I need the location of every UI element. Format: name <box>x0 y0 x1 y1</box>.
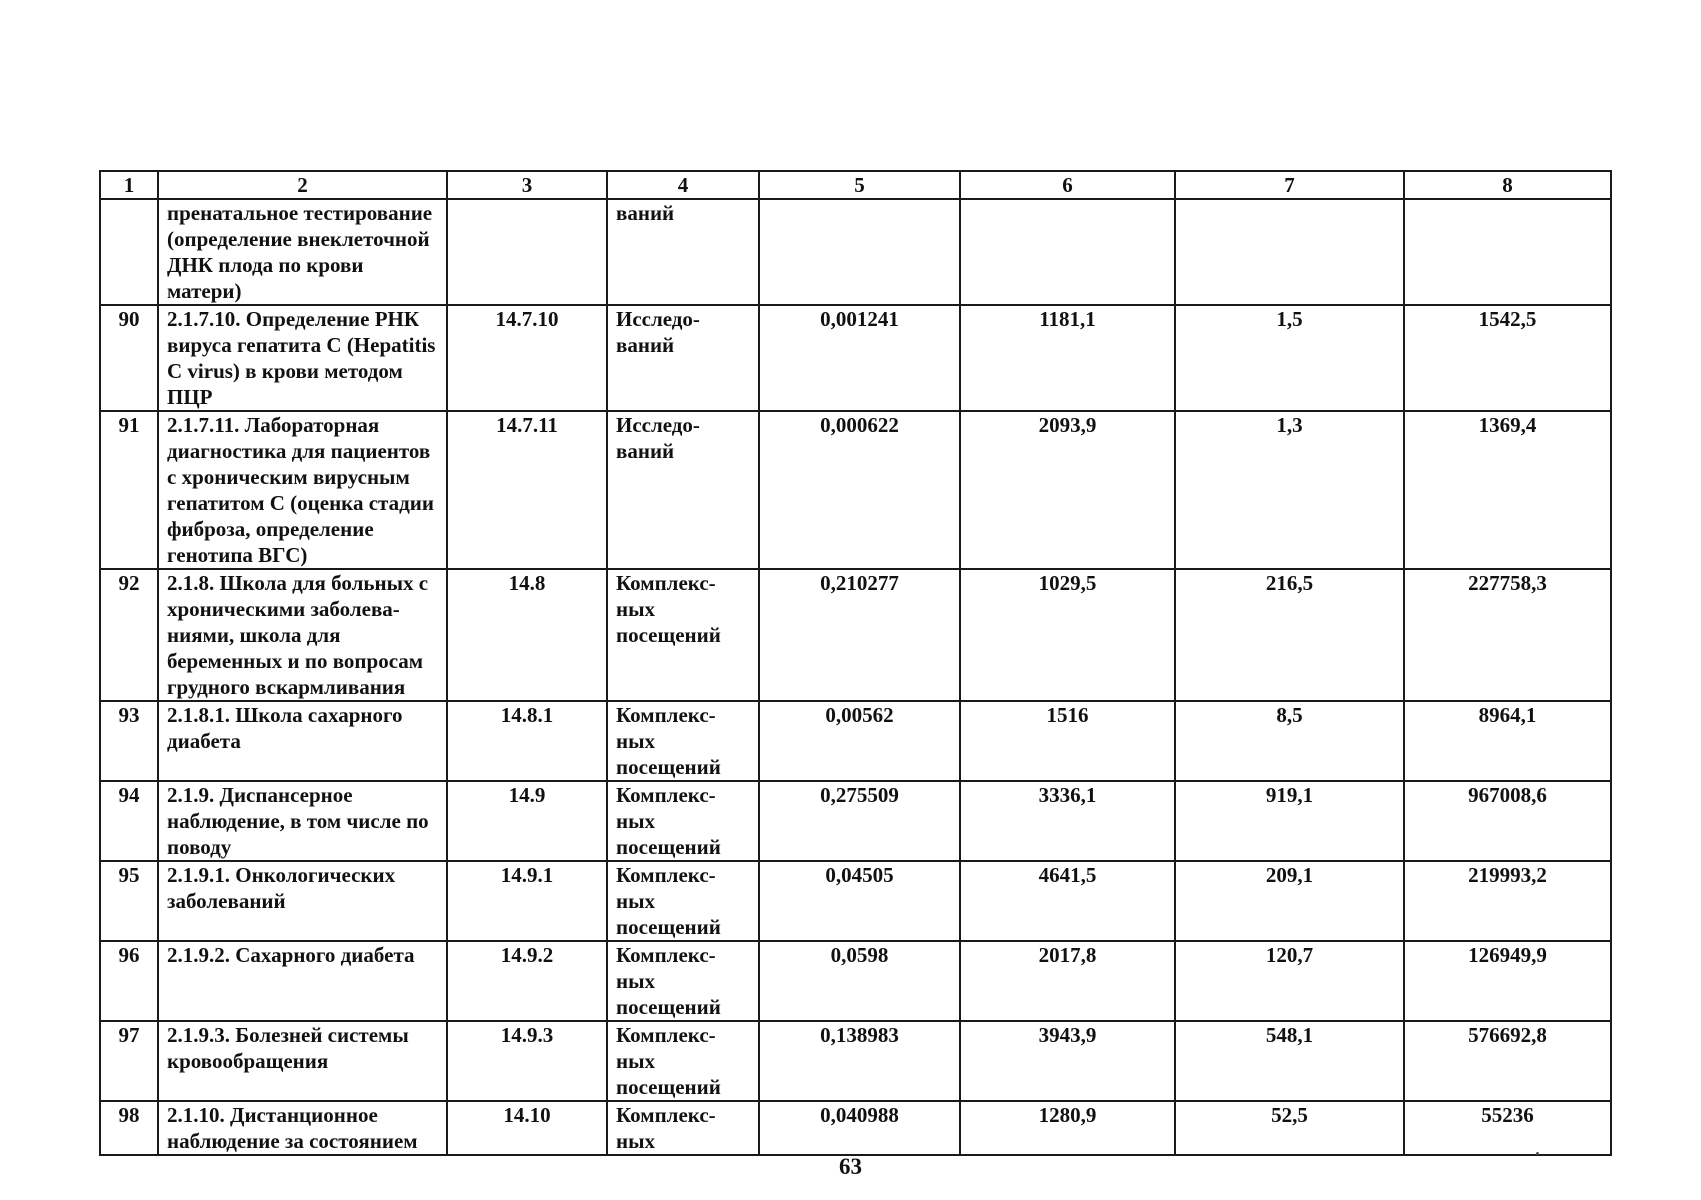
row-value-8: 219993,2 <box>1404 861 1611 941</box>
row-code: 14.8.1 <box>447 701 607 781</box>
row-code: 14.9 <box>447 781 607 861</box>
row-name: 2.1.10. Дистанционное наблюдение за состоянием <box>158 1101 447 1155</box>
row-name: 2.1.8.1. Школа сахарного диабета <box>158 701 447 781</box>
row-code: 14.9.2 <box>447 941 607 1021</box>
row-value-7: 548,1 <box>1175 1021 1404 1101</box>
row-value-7: 1,5 <box>1175 305 1404 411</box>
table-row <box>100 861 1611 941</box>
row-number: 97 <box>100 1021 158 1101</box>
row-unit: Исследо- ваний <box>607 411 759 569</box>
row-value-8: 227758,3 <box>1404 569 1611 701</box>
row-unit: Комплекс- ных посещений <box>607 781 759 861</box>
row-code: 14.8 <box>447 569 607 701</box>
row-name: 2.1.7.10. Определение РНК вируса гепатита С (Hepatitis C virus) в крови методом ПЦР <box>158 305 447 411</box>
row-value-6: 3336,1 <box>960 781 1175 861</box>
row-value-7: 52,5 <box>1175 1101 1404 1155</box>
row-value-7: 1,3 <box>1175 411 1404 569</box>
row-value-5: 0,04505 <box>759 861 960 941</box>
row-code: 14.10 <box>447 1101 607 1155</box>
row-value-7: 8,5 <box>1175 701 1404 781</box>
column-header: 6 <box>960 171 1175 199</box>
row-number: 94 <box>100 781 158 861</box>
row-name: 2.1.8. Школа для больных с хроническими заболева- ниями, школа для беременных и по вопросам грудного вскармливания <box>158 569 447 701</box>
page-number: 63 <box>839 1154 862 1179</box>
row-value-8: 1369,4 <box>1404 411 1611 569</box>
column-header: 5 <box>759 171 960 199</box>
row-code: 14.9.1 <box>447 861 607 941</box>
row-number: 98 <box>100 1101 158 1155</box>
table-row <box>100 411 1611 569</box>
row-value-5 <box>759 199 960 305</box>
column-header: 4 <box>607 171 759 199</box>
table-row <box>100 199 1611 305</box>
row-unit: Комплекс- ных посещений <box>607 941 759 1021</box>
row-number: 93 <box>100 701 158 781</box>
row-name: 2.1.9.3. Болезней системы кровообращения <box>158 1021 447 1101</box>
row-value-7 <box>1175 199 1404 305</box>
table-row <box>100 781 1611 861</box>
row-value-5: 0,210277 <box>759 569 960 701</box>
row-value-8: 8964,1 <box>1404 701 1611 781</box>
column-header: 3 <box>447 171 607 199</box>
table-row <box>100 305 1611 411</box>
row-unit: Исследо- ваний <box>607 305 759 411</box>
row-value-6: 2093,9 <box>960 411 1175 569</box>
row-unit: ваний <box>607 199 759 305</box>
row-value-7: 120,7 <box>1175 941 1404 1021</box>
row-value-6 <box>960 199 1175 305</box>
row-unit: Комплекс- ных посещений <box>607 861 759 941</box>
row-value-7: 216,5 <box>1175 569 1404 701</box>
row-number: 91 <box>100 411 158 569</box>
row-value-6: 1280,9 <box>960 1101 1175 1155</box>
row-unit: Комплекс- ных посещений <box>607 701 759 781</box>
row-unit: Комплекс- ных посещений <box>607 1021 759 1101</box>
column-header: 2 <box>158 171 447 199</box>
table-row <box>100 1101 1611 1155</box>
row-value-6: 2017,8 <box>960 941 1175 1021</box>
row-number: 90 <box>100 305 158 411</box>
table-row <box>100 701 1611 781</box>
column-header: 1 <box>100 171 158 199</box>
table-row <box>100 1021 1611 1101</box>
row-value-5: 0,040988 <box>759 1101 960 1155</box>
row-value-5: 0,0598 <box>759 941 960 1021</box>
row-name: пренатальное тестирование (определение внеклеточной ДНК плода по крови матери) <box>158 199 447 305</box>
row-value-8: 1542,5 <box>1404 305 1611 411</box>
row-value-5: 0,138983 <box>759 1021 960 1101</box>
row-value-6: 1516 <box>960 701 1175 781</box>
scan-speck <box>1536 1152 1539 1155</box>
row-value-8: 967008,6 <box>1404 781 1611 861</box>
row-value-7: 919,1 <box>1175 781 1404 861</box>
row-name: 2.1.9.2. Сахарного диабета <box>158 941 447 1021</box>
row-value-5: 0,001241 <box>759 305 960 411</box>
table-row <box>100 941 1611 1021</box>
header-row <box>100 171 1611 199</box>
row-value-8: 55236 <box>1404 1101 1611 1155</box>
row-value-8 <box>1404 199 1611 305</box>
row-number <box>100 199 158 305</box>
row-value-8: 126949,9 <box>1404 941 1611 1021</box>
row-unit: Комплекс- ных посещений <box>607 569 759 701</box>
row-value-5: 0,000622 <box>759 411 960 569</box>
row-name: 2.1.7.11. Лабораторная диагностика для пациентов с хроническим вирусным гепатитом С (оценка стадии фиброза, определение генотипа ВГС) <box>158 411 447 569</box>
row-code: 14.7.11 <box>447 411 607 569</box>
row-name: 2.1.9. Диспансерное наблюдение, в том числе по поводу <box>158 781 447 861</box>
row-unit: Комплекс- ных <box>607 1101 759 1155</box>
row-code: 14.7.10 <box>447 305 607 411</box>
table-row <box>100 569 1611 701</box>
data-table <box>99 170 1612 1156</box>
row-value-6: 1029,5 <box>960 569 1175 701</box>
row-value-6: 3943,9 <box>960 1021 1175 1101</box>
row-number: 92 <box>100 569 158 701</box>
row-code <box>447 199 607 305</box>
row-value-8: 576692,8 <box>1404 1021 1611 1101</box>
row-code: 14.9.3 <box>447 1021 607 1101</box>
column-header: 8 <box>1404 171 1611 199</box>
row-value-5: 0,275509 <box>759 781 960 861</box>
row-value-6: 1181,1 <box>960 305 1175 411</box>
row-value-5: 0,00562 <box>759 701 960 781</box>
row-number: 96 <box>100 941 158 1021</box>
column-header: 7 <box>1175 171 1404 199</box>
row-value-6: 4641,5 <box>960 861 1175 941</box>
row-value-7: 209,1 <box>1175 861 1404 941</box>
row-number: 95 <box>100 861 158 941</box>
row-name: 2.1.9.1. Онкологических заболеваний <box>158 861 447 941</box>
